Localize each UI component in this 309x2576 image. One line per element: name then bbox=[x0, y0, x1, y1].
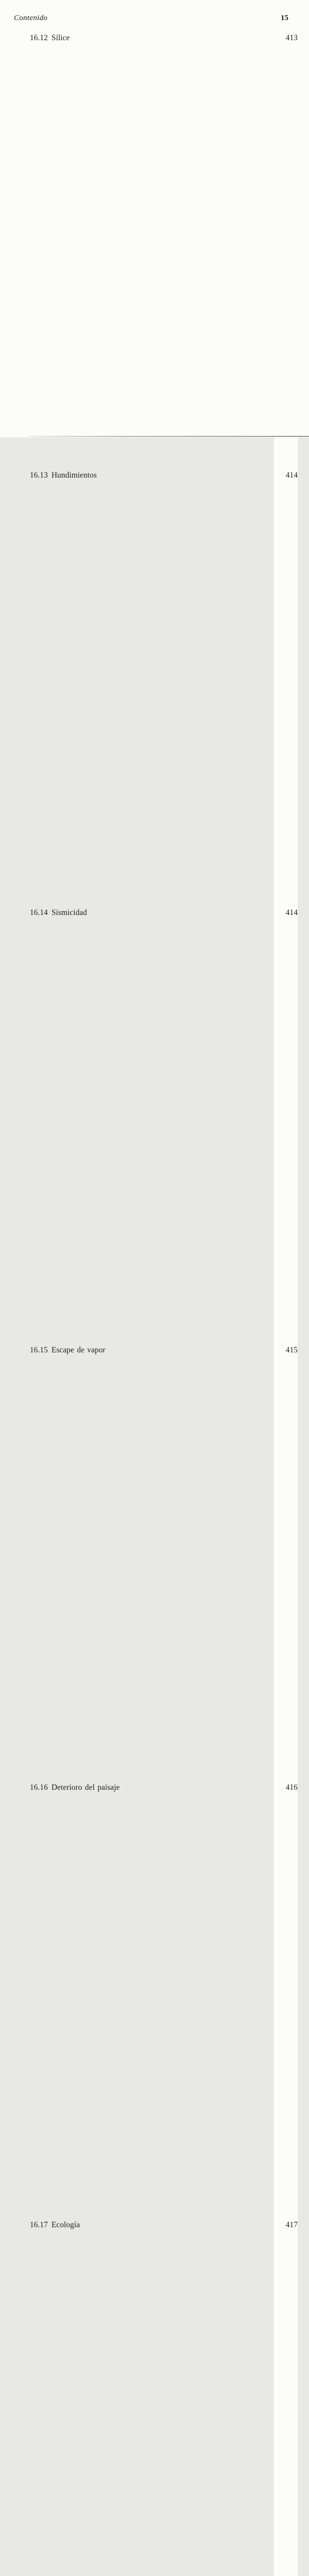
scan-edge-artifact bbox=[28, 436, 309, 437]
toc-entry-page-number: 417 bbox=[274, 2221, 298, 2576]
toc-entry-number: 16.15 bbox=[30, 1346, 48, 1354]
toc-entry bbox=[16, 1346, 298, 1783]
toc-entry-title: Sismicidad bbox=[52, 908, 87, 917]
toc-entry-number: 16.17 bbox=[30, 2221, 48, 2229]
toc-entry-page-number: 414 bbox=[274, 908, 298, 1346]
toc-entry bbox=[16, 2221, 298, 2576]
toc-entry-number: 16.13 bbox=[30, 471, 48, 480]
running-head bbox=[14, 14, 298, 23]
toc-entry bbox=[16, 1783, 298, 2221]
running-head-page-number: 15 bbox=[281, 14, 288, 22]
toc-block bbox=[16, 33, 298, 2576]
toc-entry-title: Escape de vapor bbox=[52, 1346, 106, 1354]
toc-entry-page-number: 414 bbox=[274, 471, 298, 908]
toc bbox=[16, 33, 298, 2576]
toc-entry-page-number: 415 bbox=[274, 1346, 298, 1783]
toc-entry bbox=[16, 33, 298, 471]
toc-entry-number: 16.14 bbox=[30, 908, 48, 917]
toc-entry-title: Hundimientos bbox=[52, 471, 97, 480]
toc-entry-page-number: 413 bbox=[274, 33, 298, 471]
toc-entry-title: Deterioro del paisaje bbox=[52, 1783, 120, 1792]
toc-entry-page-number: 416 bbox=[274, 1783, 298, 2221]
toc-entry bbox=[16, 908, 298, 1346]
toc-entry bbox=[16, 471, 298, 908]
toc-entry-title: Sílice bbox=[52, 33, 70, 42]
toc-entry-title: Ecología bbox=[52, 2221, 80, 2229]
toc-entry-number: 16.16 bbox=[30, 1783, 48, 1792]
running-head-title: Contenido bbox=[14, 14, 48, 22]
toc-entry-number: 16.12 bbox=[30, 33, 48, 42]
